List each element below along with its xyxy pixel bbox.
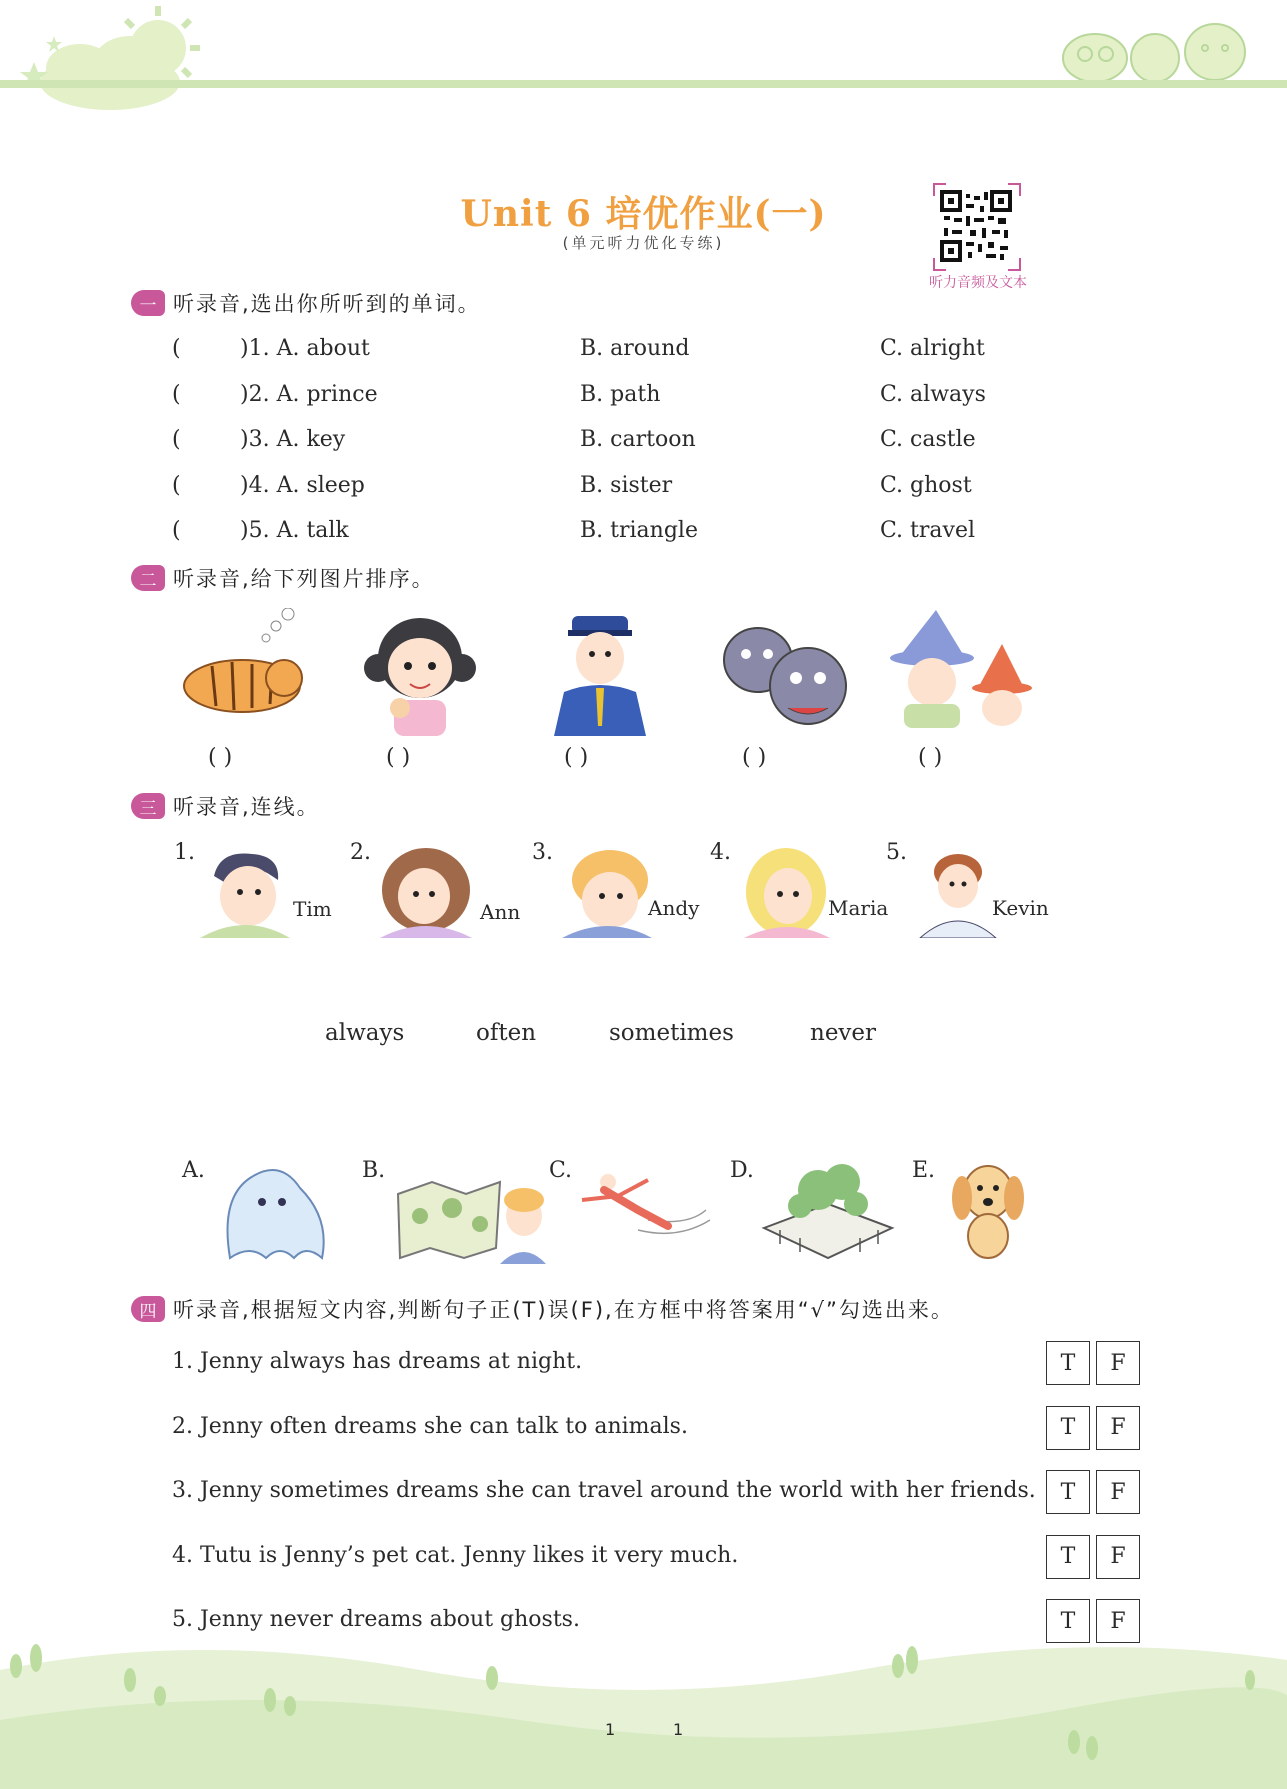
frequency-word[interactable]: often bbox=[476, 1020, 537, 1046]
statement-row bbox=[172, 1535, 1142, 1581]
sleeping-tiger-picture bbox=[172, 608, 312, 736]
dog-picture bbox=[950, 1156, 1026, 1260]
question-row bbox=[172, 427, 1072, 457]
person-name: Maria bbox=[828, 896, 889, 920]
statement-row bbox=[172, 1406, 1142, 1452]
section-3-header bbox=[131, 791, 320, 821]
order-blank-two-monsters[interactable]: ( ) bbox=[742, 745, 767, 770]
zoo-picture bbox=[760, 1158, 896, 1268]
answer-blank[interactable]: ( bbox=[172, 381, 181, 407]
activity-letter: A. bbox=[182, 1158, 205, 1183]
ghosts-picture bbox=[210, 1158, 340, 1264]
order-blank-sleeping-tiger[interactable]: ( ) bbox=[208, 745, 233, 770]
true-box[interactable]: T bbox=[1046, 1470, 1090, 1514]
person-name: Tim bbox=[293, 897, 332, 921]
page-title: Unit 6 培优作业(一) bbox=[460, 193, 827, 235]
person-name: Andy bbox=[648, 896, 700, 920]
true-box[interactable]: T bbox=[1046, 1341, 1090, 1385]
order-blank-two-witches[interactable]: ( ) bbox=[918, 745, 943, 770]
footer-hills-decoration bbox=[0, 1630, 1287, 1789]
section-2-instruction: 听录音,给下列图片排序。 bbox=[173, 567, 435, 591]
false-box[interactable]: F bbox=[1096, 1470, 1140, 1514]
statement-text: 4. Tutu is Jenny’s pet cat. Jenny likes it very much. bbox=[172, 1542, 739, 1568]
frequency-word[interactable]: always bbox=[325, 1020, 405, 1046]
option-b: B. path bbox=[580, 381, 661, 407]
kevin-portrait bbox=[918, 846, 998, 938]
person-number: 5. bbox=[886, 840, 907, 865]
section-4-header bbox=[131, 1294, 954, 1324]
person-number: 3. bbox=[532, 840, 553, 865]
ann-portrait bbox=[376, 846, 476, 938]
answer-blank[interactable]: ( bbox=[172, 427, 181, 453]
person-name: Ann bbox=[480, 900, 521, 924]
activity-letter: B. bbox=[362, 1158, 386, 1183]
question-row bbox=[172, 382, 1072, 412]
false-box[interactable]: F bbox=[1096, 1341, 1140, 1385]
activity-letter: E. bbox=[912, 1158, 936, 1183]
question-row bbox=[172, 518, 1072, 548]
question-row bbox=[172, 336, 1072, 366]
section-4-instruction: 听录音,根据短文内容,判断句子正(T)误(F),在方框中将答案用“√”勾选出来。 bbox=[173, 1298, 954, 1322]
page-number-left: 1 bbox=[605, 1720, 616, 1739]
map-and-boy-picture bbox=[396, 1168, 546, 1264]
option-c: C. alright bbox=[880, 336, 985, 361]
frequency-word[interactable]: never bbox=[810, 1020, 877, 1046]
option-c: C. travel bbox=[880, 518, 975, 544]
section-1-header bbox=[131, 288, 481, 318]
person-name: Kevin bbox=[992, 896, 1049, 920]
section-3-instruction: 听录音,连线。 bbox=[173, 795, 320, 819]
tim-portrait bbox=[200, 846, 290, 938]
andy-portrait bbox=[562, 846, 652, 938]
section-1-instruction: 听录音,选出你所听到的单词。 bbox=[173, 292, 481, 316]
two-witches-picture bbox=[882, 608, 1042, 736]
section-2-badge: 二 bbox=[131, 565, 165, 591]
maria-portrait bbox=[740, 846, 830, 938]
false-box[interactable]: F bbox=[1096, 1535, 1140, 1579]
pilot-picture bbox=[550, 608, 650, 736]
statement-text: 5. Jenny never dreams about ghosts. bbox=[172, 1607, 580, 1632]
two-monsters-picture bbox=[716, 608, 856, 736]
option-c: C. always bbox=[880, 381, 986, 407]
option-a: )3. A. key bbox=[240, 427, 346, 453]
option-b: B. sister bbox=[580, 472, 673, 498]
cloud-icon bbox=[40, 36, 180, 110]
question-row bbox=[172, 473, 1072, 503]
section-3-badge: 三 bbox=[131, 793, 165, 819]
option-a: )4. A. sleep bbox=[240, 472, 365, 498]
page-number-right: 1 bbox=[673, 1720, 684, 1739]
option-c: C. castle bbox=[880, 427, 976, 453]
true-box[interactable]: T bbox=[1046, 1535, 1090, 1579]
option-b: B. triangle bbox=[580, 518, 698, 544]
statement-text: 2. Jenny often dreams she can talk to animals. bbox=[172, 1413, 688, 1439]
order-blank-girl-with-doll[interactable]: ( ) bbox=[386, 745, 411, 770]
animal-faces-icon bbox=[1063, 24, 1245, 82]
statement-text: 3. Jenny sometimes dreams she can travel around the world with her friends. bbox=[172, 1478, 1036, 1503]
answer-blank[interactable]: ( bbox=[172, 518, 181, 544]
section-1-badge: 一 bbox=[131, 290, 165, 316]
flying-boy-picture bbox=[578, 1170, 712, 1240]
qr-caption: 听力音频及文本 bbox=[929, 275, 1027, 291]
statement-text: 1. Jenny always has dreams at night. bbox=[172, 1349, 583, 1374]
option-b: B. cartoon bbox=[580, 427, 696, 453]
answer-blank[interactable]: ( bbox=[172, 472, 181, 498]
statement-row bbox=[172, 1470, 1142, 1516]
option-c: C. ghost bbox=[880, 472, 972, 498]
activity-letter: D. bbox=[730, 1158, 754, 1183]
true-box[interactable]: T bbox=[1046, 1599, 1090, 1643]
section-4-badge: 四 bbox=[131, 1296, 165, 1322]
answer-blank[interactable]: ( bbox=[172, 336, 181, 361]
header-decoration bbox=[0, 0, 1287, 120]
person-number: 1. bbox=[174, 840, 195, 865]
option-b: B. around bbox=[580, 336, 690, 361]
true-box[interactable]: T bbox=[1046, 1406, 1090, 1450]
person-number: 4. bbox=[710, 840, 731, 865]
activity-letter: C. bbox=[549, 1158, 573, 1183]
option-a: )1. A. about bbox=[240, 336, 370, 361]
section-2-header bbox=[131, 563, 435, 593]
person-number: 2. bbox=[350, 840, 371, 865]
frequency-word[interactable]: sometimes bbox=[609, 1020, 734, 1046]
false-box[interactable]: F bbox=[1096, 1599, 1140, 1643]
header-rule bbox=[0, 80, 1287, 88]
option-a: )2. A. prince bbox=[240, 381, 378, 407]
statement-row bbox=[172, 1341, 1142, 1387]
false-box[interactable]: F bbox=[1096, 1406, 1140, 1450]
girl-with-doll-picture bbox=[360, 608, 480, 736]
qr-frame bbox=[932, 182, 1022, 272]
option-a: )5. A. talk bbox=[240, 518, 349, 544]
page-subtitle: (单元听力优化专练) bbox=[562, 234, 725, 252]
order-blank-pilot[interactable]: ( ) bbox=[564, 745, 589, 770]
